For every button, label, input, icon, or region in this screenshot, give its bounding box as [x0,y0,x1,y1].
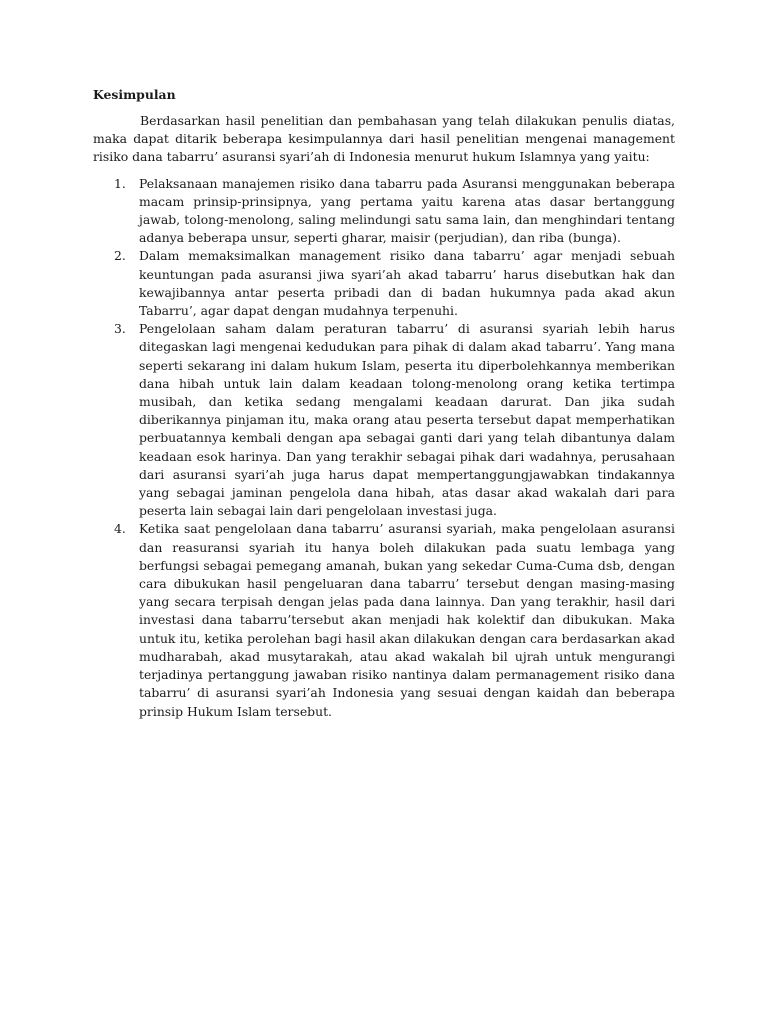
list-item-number: 4. [114,521,126,537]
list-item-text: Ketika saat pengelolaan dana tabarru’ asuransi syariah, maka pengelolaan asuransi dan reasuransi syariah itu hanya boleh dilakukan pada suatu lembaga yang berfungsi sebagai pemegang amanah, bukan yang sekedar Cuma-Cuma dsb, dengan cara dibukukan hasil pengeluaran dana tabarru’ tersebut dengan masing-masing yang secara terpisah dengan jelas pada dana lainnya. Dan yang terakhir, hasil dari investasi dana tabarru’tersebut akan menjadi hak kolektif dan dibukukan. Maka untuk itu, ketika perolehan bagi hasil akan dilakukan dengan cara berdasarkan akad mudharabah, akad musytarakah, atau akad wakalah bil ujrah untuk mengurangi terjadinya pertanggung jawaban risiko nantinya dalam permanagement risiko dana tabarru’ di asuransi syari’ah Indonesia yang sesuai dengan kaidah dan beberapa prinsip Hukum Islam tersebut. [139,521,675,719]
list-item-number: 2. [114,248,126,264]
list-item [93,320,675,520]
list-item [93,175,675,248]
list-item-number: 3. [114,321,126,337]
list-item-text: Pelaksanaan manajemen risiko dana tabarru pada Asuransi menggunakan beberapa macam prinsip-prinsipnya, yang pertama yaitu karena atas dasar bertanggung jawab, tolong-menolong, saling melindungi satu sama lain, dan menghindari tentang adanya beberapa unsur, seperti gharar, maisir (perjudian), dan riba (bunga). [139,175,675,246]
document-page [93,86,675,721]
list-item-number: 1. [114,175,126,191]
section-heading: Kesimpulan [93,87,176,102]
list-item [93,520,675,720]
list-item-text: Dalam memaksimalkan management risiko dana tabarru’ agar menjadi sebuah keuntungan pada asuransi jiwa syari’ah akad tabarru’ harus disebutkan hak dan kewajibannya antar peserta pribadi dan di badan hukumnya pada akad akun Tabarru’, agar dapat dengan mudahnya terpenuhi. [139,248,675,319]
list-item [93,247,675,320]
list-item-text: Pengelolaan saham dalam peraturan tabarru’ di asuransi syariah lebih harus ditegaskan lagi mengenai kedudukan para pihak di dalam akad tabarru’. Yang mana seperti sekarang ini dalam hukum Islam, peserta itu diperbolehkannya memberikan dana hibah untuk lain dalam keadaan tolong-menolong orang ketika tertimpa musibah, dan ketika sedang mengalami keadaan darurat. Dan jika sudah diberikannya pinjaman itu, maka orang atau peserta tersebut dapat memperhatikan perbuatannya kembali dengan apa sebagai ganti dari yang telah dibantunya dalam keadaan esok harinya. Dan yang terakhir sebagai pihak dari wadahnya, perusahaan dari asuransi syari’ah juga harus dapat mempertanggungjawabkan tindakannya yang sebagai jaminan pengelola dana hibah, atas dasar akad wakalah dari para peserta lain sebagai lain dari pengelolaan investasi juga. [139,321,675,519]
intro-paragraph: Berdasarkan hasil penelitian dan pembahasan yang telah dilakukan penulis diatas, maka dapat ditarik beberapa kesimpulannya dari hasil penelitian mengenai management risiko dana tabarru’ asuransi syari’ah di Indonesia menurut hukum Islamnya yang yaitu: [93,113,675,165]
conclusion-list [93,175,675,721]
